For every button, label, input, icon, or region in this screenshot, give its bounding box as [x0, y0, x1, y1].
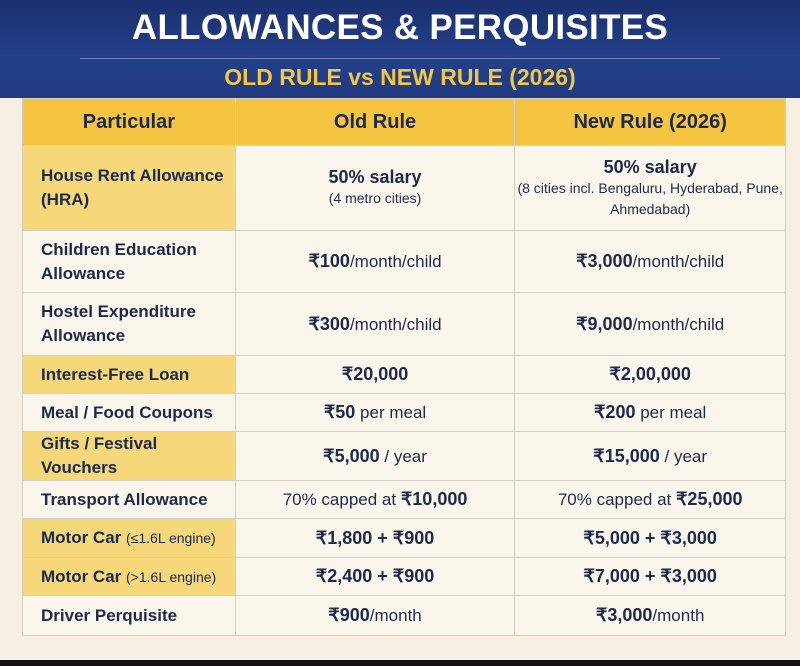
value-sub: / year: [659, 446, 708, 466]
particular-label: Motor Car: [41, 528, 122, 547]
table-row: [23, 432, 786, 481]
value-main: 50% salary: [328, 167, 422, 187]
value-sub: per meal: [635, 403, 707, 422]
new-rule-cell: [515, 356, 786, 394]
value-main: ₹5,000: [323, 445, 380, 466]
value-main: ₹200: [593, 402, 636, 422]
particular-cell: [23, 394, 236, 432]
particular-cell: [23, 596, 236, 636]
table-row: [23, 146, 786, 231]
value-note: (4 metro cities): [328, 190, 422, 206]
value-main: ₹3,000: [576, 251, 633, 271]
value-sub: /month/child: [632, 252, 725, 271]
value-main: ₹7,000 + ₹3,000: [583, 566, 717, 586]
value-sub: /month/child: [632, 314, 725, 334]
table-header-row: [23, 99, 786, 146]
value-main: ₹1,800 + ₹900: [315, 527, 435, 548]
particular-cell: [23, 146, 236, 231]
table-row: [23, 519, 786, 558]
page-subtitle: OLD RULE vs NEW RULE (2026): [224, 64, 576, 90]
new-rule-cell: [515, 231, 786, 293]
value-main: ₹900: [328, 605, 370, 625]
new-rule-cell: [515, 293, 786, 356]
value-main: ₹25,000: [675, 489, 743, 509]
value-note: (8 cities incl. Bengaluru, Hyderabad, Pune, Ahmedabad): [517, 179, 783, 217]
column-header-new-rule: New Rule (2026): [515, 99, 786, 146]
value-sub: /month: [369, 606, 422, 625]
old-rule-cell: [235, 596, 515, 636]
banner: [0, 0, 800, 98]
value-main: ₹2,400 + ₹900: [315, 566, 435, 586]
particular-label: Transport Allowance: [41, 489, 208, 509]
particular-label: Driver Perquisite: [41, 605, 178, 625]
old-rule-cell: [235, 356, 515, 394]
particular-cell: [23, 231, 236, 293]
old-rule-cell: [235, 432, 515, 481]
old-rule-cell: [235, 231, 515, 293]
particular-label: House Rent Allowance (HRA): [41, 166, 224, 209]
table-row: [23, 394, 786, 432]
column-header-old-rule: Old Rule: [235, 99, 515, 146]
new-rule-cell: [515, 596, 786, 636]
page-title: ALLOWANCES & PERQUISITES: [131, 8, 669, 47]
value-main: ₹3,000: [595, 605, 653, 625]
new-rule-cell: [515, 519, 786, 558]
old-rule-cell: [235, 394, 515, 432]
new-rule-cell: [515, 481, 786, 519]
value-sub: /month/child: [349, 252, 442, 271]
particular-cell: [23, 558, 236, 596]
value-sub: / year: [379, 446, 427, 466]
old-rule-cell: [235, 558, 515, 596]
value-main: ₹2,00,000: [609, 364, 691, 384]
old-rule-cell: [235, 481, 515, 519]
particular-cell: [23, 519, 236, 558]
particular-label: Interest-Free Loan: [41, 364, 190, 384]
table-row: [23, 481, 786, 519]
table-row: [23, 596, 786, 636]
particular-note: (>1.6L engine): [126, 568, 217, 585]
table-row: [23, 558, 786, 596]
table-row: [23, 231, 786, 293]
column-header-particular: Particular: [23, 99, 236, 146]
particular-label: Children Education Allowance: [41, 239, 197, 283]
new-rule-cell: [515, 394, 786, 432]
old-rule-cell: [235, 519, 515, 558]
value-main: ₹50: [323, 402, 356, 422]
value-main: ₹100: [308, 251, 350, 271]
value-sub: 70% capped at: [282, 490, 401, 509]
particular-cell: [23, 356, 236, 394]
value-sub: /month/child: [349, 314, 442, 334]
value-main: 50% salary: [603, 156, 697, 177]
value-sub: /month: [652, 606, 705, 625]
particular-cell: [23, 481, 236, 519]
value-main: ₹10,000: [400, 489, 468, 509]
particular-label: Motor Car: [41, 566, 122, 586]
value-main: ₹15,000: [593, 445, 660, 466]
value-sub: 70% capped at: [557, 490, 676, 509]
value-main: ₹9,000: [576, 313, 633, 334]
comparison-table: [22, 98, 786, 636]
new-rule-cell: [515, 558, 786, 596]
value-sub: per meal: [355, 403, 427, 422]
particular-label: Hostel Expenditure Allowance: [41, 302, 196, 345]
particular-note: (≤1.6L engine): [126, 530, 216, 546]
bottom-bar: [0, 660, 800, 666]
particular-cell: [23, 293, 236, 356]
particular-cell: [23, 432, 236, 481]
particular-label: Meal / Food Coupons: [41, 402, 213, 422]
particular-label: Gifts / Festival Vouchers: [41, 434, 158, 477]
old-rule-cell: [235, 293, 515, 356]
table-row: [23, 293, 786, 356]
value-main: ₹5,000 + ₹3,000: [583, 527, 717, 548]
new-rule-cell: [515, 146, 786, 231]
table-row: [23, 356, 786, 394]
new-rule-cell: [515, 432, 786, 481]
value-main: ₹300: [308, 313, 350, 334]
old-rule-cell: [235, 146, 515, 231]
divider: [80, 58, 720, 59]
value-main: ₹20,000: [341, 364, 409, 384]
